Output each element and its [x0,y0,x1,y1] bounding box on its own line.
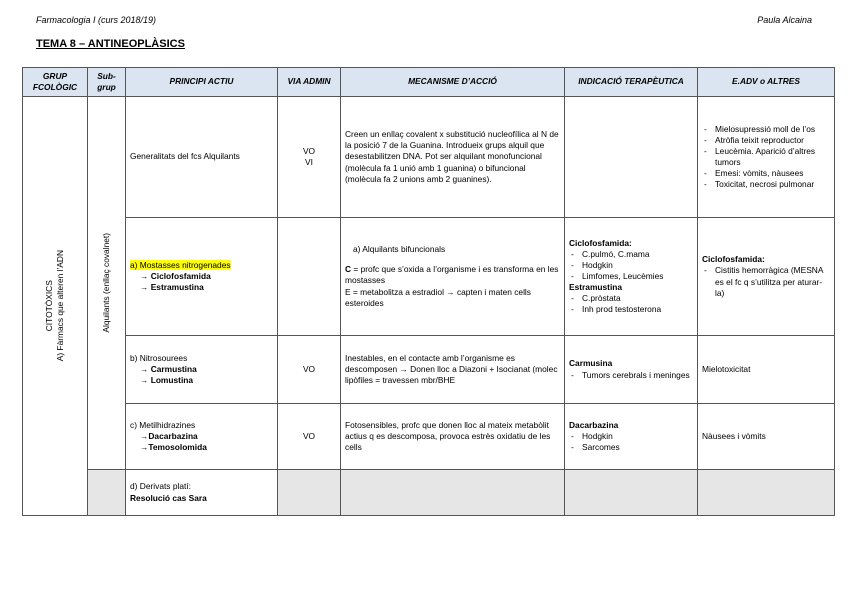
table-row [23,404,835,470]
table-header-row [23,68,835,97]
header-principi: PRINCIPI ACTIU [126,68,278,97]
mecanisme-cell: Creen un enllaç covalent x substitució nucleofílica al N de la posició 7 de la Guanina. Introdueix grups alquil que desestabilitzen DNA. Pot ser alquilant monofuncional (molècula fa 1 unió amb 1 guanina) o bifuncional (molècula fa 2 unions amb 2 guanines). [341,97,565,218]
list-item: - Sarcomes [569,442,693,453]
drugs-table [22,67,835,516]
mec-title: a) Alquilants bifuncionals [353,244,446,255]
ind-list [569,249,693,282]
eadv-cell [698,97,835,218]
header-mecanisme: MECANISME D’ACCIÓ [341,68,565,97]
subgrup-label: Alquilants (enllaç covalnet) [100,233,111,333]
grup-line2: A) Fàrmacs que alteren l’ADN [55,250,65,362]
mecanisme-cell [341,218,565,336]
principi-cell [126,97,278,218]
subgrup-cell [88,97,126,470]
ind-drug: Dacarbazina [569,419,619,430]
list-item: - Hodgkin [569,431,693,442]
table-row [23,336,835,404]
page-title: TEMA 8 – ANTINEOPLÀSICS [36,38,185,50]
ind-list [569,431,693,453]
ind-drug: Estramustina [569,282,623,293]
eadv-list [702,124,830,191]
drug-item: →Dacarbazina [140,430,198,441]
ind-drug: Carmusina [569,358,613,369]
via-cell [278,470,341,516]
course-header: Farmacologia I (curs 2018/19) [36,15,157,25]
principi-cell [126,218,278,336]
mec-c-key: C [345,264,352,275]
list-item: - Tumors cerebrals i meninges [569,370,693,381]
list-item: - C.pròstata [569,293,693,304]
indicacio-cell [565,404,698,470]
table-row [23,470,835,516]
via-cell: VO [278,404,341,470]
drug-item: → Lomustina [140,375,194,386]
list-item: - Toxicitat, necrosi pulmonar [702,179,830,190]
principi-cell [126,470,278,516]
author-header: Paula Alcaina [757,15,812,25]
mecanisme-cell: Inestables, en el contacte amb l’organisme es descomposen → Donen lloc a Diazoni + Isocianat (molec lipòfiles = travessen mbr/BHE [341,336,565,404]
eadv-cell [698,470,835,516]
ind-list [569,370,693,381]
mec-c-text: = profc que s’oxida a l’organisme i es transforma en les mostasses [345,264,559,286]
drug-item: → Ciclofosfamida [140,270,211,281]
table-row [23,97,835,218]
list-item: - Limfomes, Leucèmies [569,271,693,282]
principi-title: b) Nitrosourees [130,352,188,363]
drug-item: →Temosolomida [140,442,207,453]
via-vi: VI [305,157,313,167]
indicacio-cell [565,336,698,404]
via-vo: VO [302,145,316,156]
list-item: - Emesi: vòmits, nàusees [702,168,830,179]
table-row [23,218,835,336]
principi-title: d) Derivats platí: [130,481,191,492]
indicacio-cell [565,218,698,336]
principi-cell [126,336,278,404]
list-item: - Cistitis hemorràgica (MESNA es el fc q s’utilitza per aturar-la) [702,265,830,298]
header-eadv: E.ADV o ALTRES [698,68,835,97]
via-cell [278,218,341,336]
header-subgrup: Sub-grup [88,68,126,97]
list-item: - Inh prod testosterona [569,304,693,315]
principi-title: a) Mostasses nitrogenades [130,259,231,270]
indicacio-cell [565,97,698,218]
list-item: - Atròfia teixit reproductor [702,135,830,146]
via-cell: VO [278,336,341,404]
principi-sub: Resolució cas Sara [130,492,207,503]
indicacio-cell [565,470,698,516]
eadv-cell: Nàusees i vòmits [698,404,835,470]
eadv-cell [698,218,835,336]
grup-cell [23,97,88,516]
drug-item: → Estramustina [140,282,204,293]
list-item: - C.pulmó, C.mama [569,249,693,260]
subgrup-cell-empty [88,470,126,516]
mec-e-text: E = metabolitza a estradiol → capten i maten cells esteroides [345,286,531,308]
header-via: VIA ADMIN [278,68,341,97]
via-cell [278,97,341,218]
mecanisme-cell: Fotosensibles, profc que donen lloc al mateix metabòlit actius q es descomposa, provoca estrès oxidatiu de les cells [341,404,565,470]
mec-c [345,264,560,286]
list-item: - Leucèmia. Aparició d’altres tumors [702,146,830,168]
principi-cell [126,404,278,470]
list-item: - Hodgkin [569,260,693,271]
list-item: - Mielosupressió moll de l’os [702,124,830,135]
eadv-drug: Ciclofosfamida: [702,254,765,265]
principi-generalitats: Generalitats del fcs Alquilants [130,151,240,162]
header-grup: GRUP FCOLÒGIC [23,68,88,97]
drug-item: → Carmustina [140,363,197,374]
header-indicacio: INDICACIÓ TERAPÈUTICA [565,68,698,97]
grup-line1: CITOTÒXICS [43,280,54,332]
ind-list [569,293,693,315]
principi-title: c) Metilhidrazines [130,419,196,430]
eadv-cell: Mielotoxicitat [698,336,835,404]
mecanisme-cell [341,470,565,516]
ind-drug: Ciclofosfamida: [569,237,632,248]
eadv-list [702,265,830,298]
